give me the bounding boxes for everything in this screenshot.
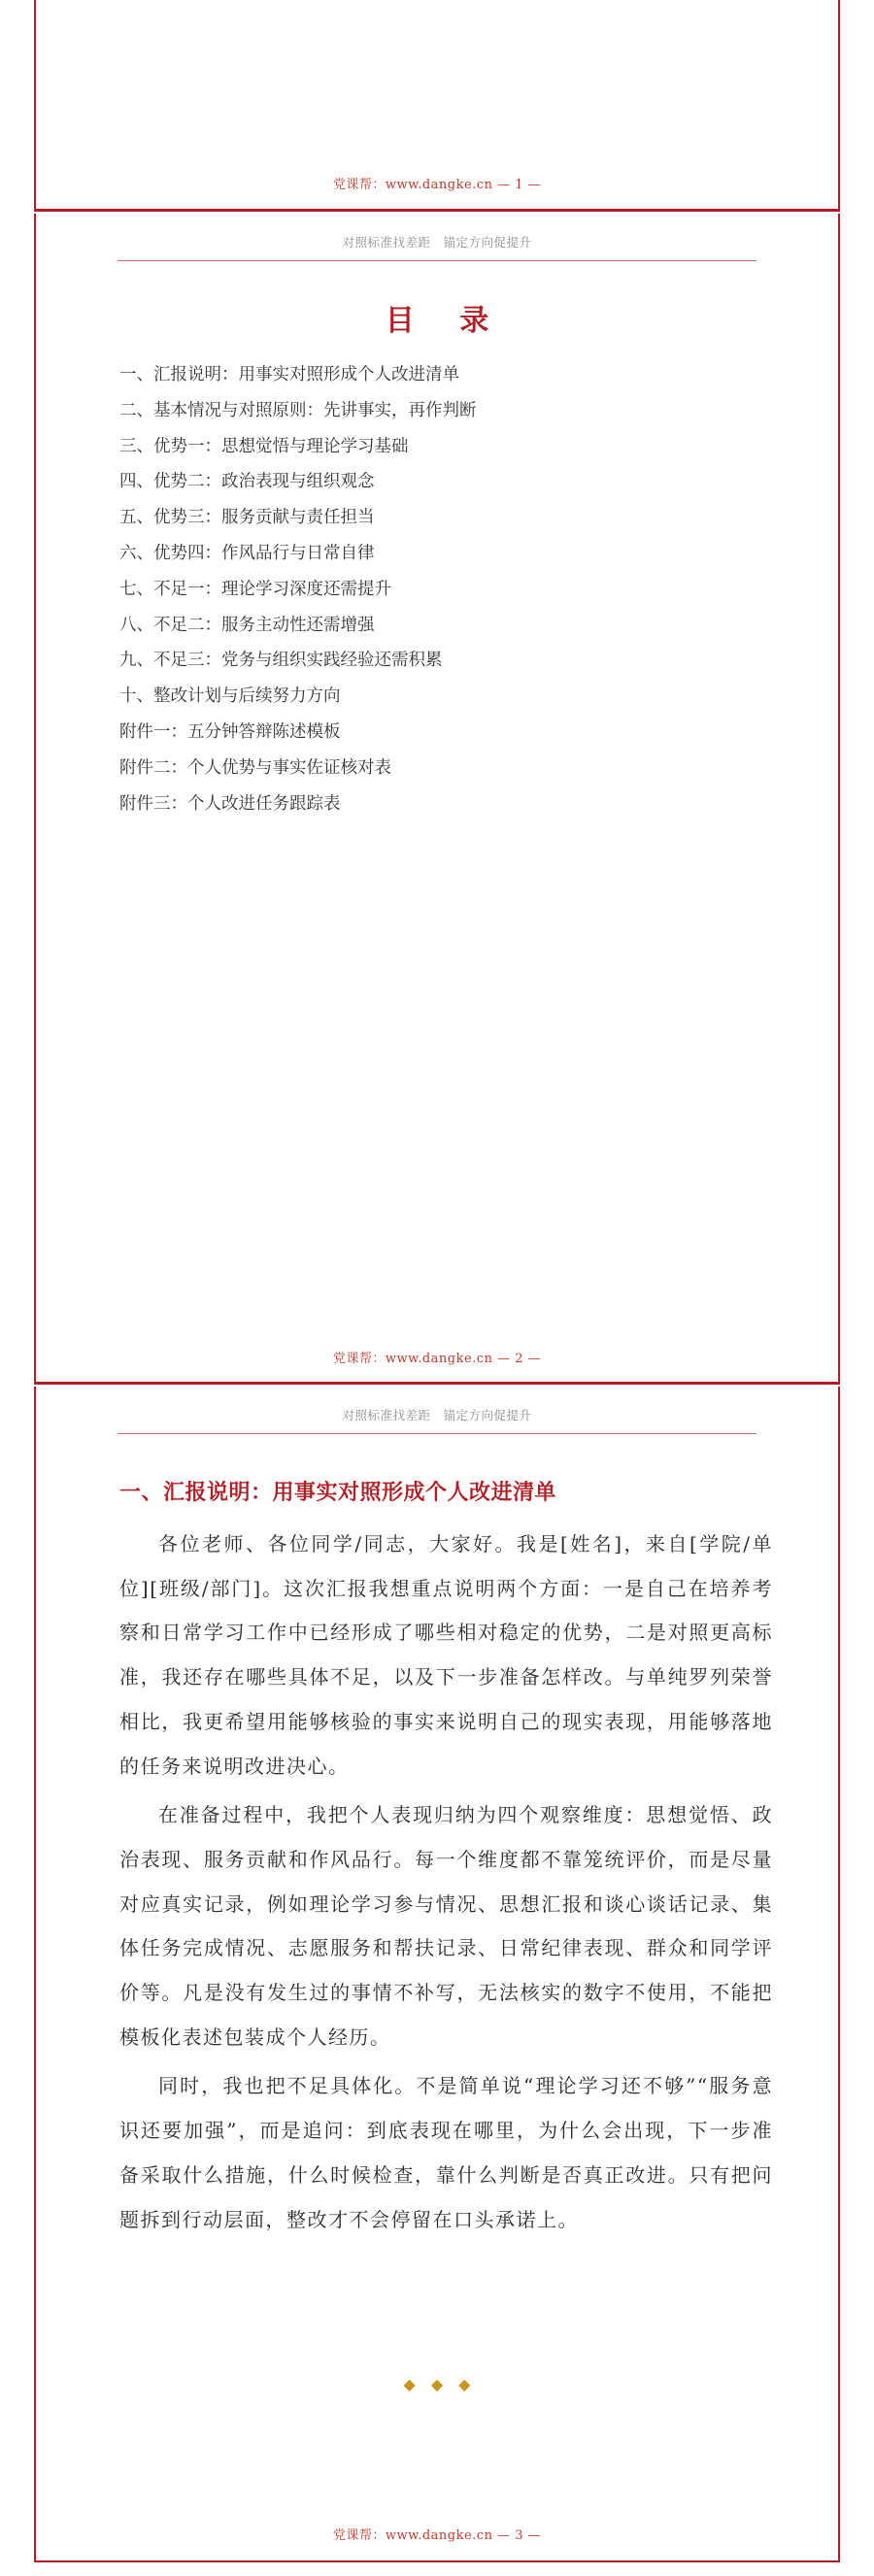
page-footer: 党课帮：www.dangke.cn — 2 — <box>332 1352 542 1366</box>
body-paragraph: 各位老师、各位同学/同志，大家好。我是[姓名]，来自[学院/单位][班级/部门]。这次汇报我想重点说明两个方面：一是自己在培养考察和日常学习工作中已经形成了哪些相对稳定的优势，二是对照更高标准，我还存在哪些具体不足，以及下一步准备怎样改。与单纯罗列荣誉相比，我更希望用能够核验的事实来说明自己的现实表现，用能够落地的任务来说明改进决心。 <box>119 1532 773 1778</box>
page-footer: 党课帮：www.dangke.cn — 1 — <box>332 178 542 192</box>
page-2-table-of-contents <box>34 214 840 1385</box>
toc-title: 目 录 <box>385 304 507 338</box>
body-paragraph: 在准备过程中，我把个人表现归纳为四个观察维度：思想觉悟、政治表现、服务贡献和作风品行。每一个维度都不靠笼统评价，而是尽量对应真实记录，例如理论学习参与情况、思想汇报和谈心谈话记录、集体任务完成情况、志愿服务和帮扶记录、日常纪律表现、群众和同学评价等。凡是没有发生过的事情不补写，无法核实的数字不使用，不能把模板化表述包装成个人经历。 <box>119 1803 773 2049</box>
toc-item[interactable]: 五、优势三：服务贡献与责任担当 <box>119 508 375 528</box>
toc-item[interactable]: 八、不足二：服务主动性还需增强 <box>119 615 375 635</box>
toc-item[interactable]: 七、不足一：理论学习深度还需提升 <box>119 579 391 599</box>
toc-item[interactable]: 附件三：个人改进任务跟踪表 <box>119 793 341 814</box>
toc-item[interactable]: 四、优势二：政治表现与组织观念 <box>119 472 375 492</box>
toc-item[interactable]: 九、不足三：党务与组织实践经验还需积累 <box>119 651 443 671</box>
section-heading: 一、汇报说明：用事实对照形成个人改进清单 <box>119 1481 557 1505</box>
page-header: 对照标准找差距 锚定方向促提升 <box>118 1406 756 1434</box>
page-3-section-one <box>34 1387 840 2562</box>
page-footer: 党课帮：www.dangke.cn — 3 — <box>332 2528 542 2543</box>
toc-item[interactable]: 三、优势一：思想觉悟与理论学习基础 <box>119 436 409 456</box>
toc-item[interactable]: 二、基本情况与对照原则：先讲事实，再作判断 <box>119 400 477 420</box>
section-body <box>119 1522 773 2247</box>
page-header: 对照标准找差距 锚定方向促提升 <box>118 233 756 261</box>
toc-item[interactable]: 一、汇报说明：用事实对照形成个人改进清单 <box>119 365 459 385</box>
toc-list <box>119 357 477 821</box>
page-1 <box>34 0 840 212</box>
toc-item[interactable]: 附件二：个人优势与事实佐证核对表 <box>119 757 391 778</box>
body-paragraph: 同时，我也把不足具体化。不是简单说“理论学习还不够”“服务意识还要加强”，而是追问：到底表现在哪里，为什么会出现，下一步准备采取什么措施，什么时候检查，靠什么判断是否真正改进。只有把问题拆到行动层面，整改才不会停留在口头承诺上。 <box>119 2074 773 2231</box>
toc-item[interactable]: 六、优势四：作风品行与日常自律 <box>119 543 375 563</box>
toc-item[interactable]: 十、整改计划与后续努力方向 <box>119 686 341 707</box>
toc-item[interactable]: 附件一：五分钟答辩陈述模板 <box>119 721 341 742</box>
diamond-divider: ◆◆◆ <box>403 2375 487 2393</box>
